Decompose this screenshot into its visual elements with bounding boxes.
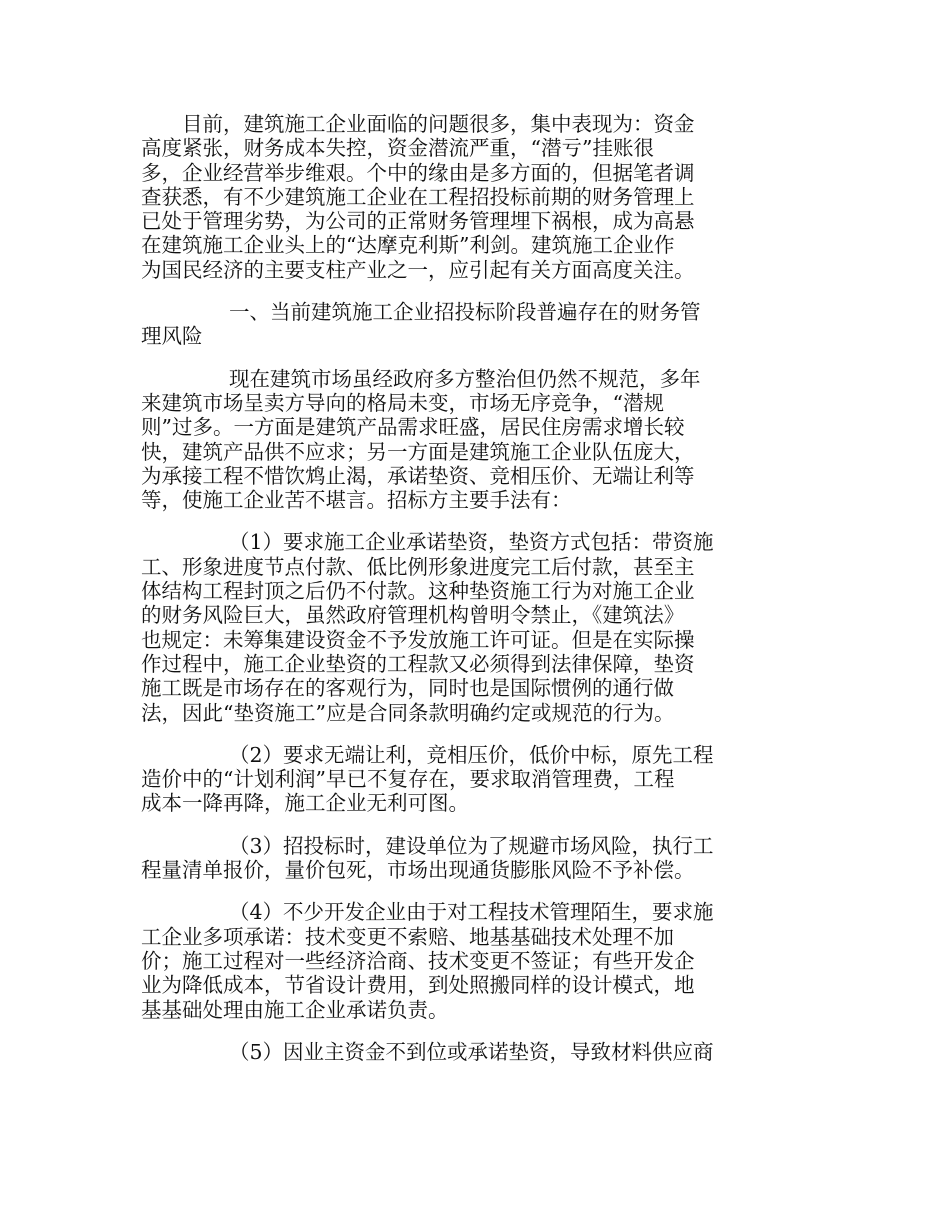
text-line: 已处于管理劣势，为公司的正常财务管理埋下祸根，成为高悬 bbox=[141, 209, 695, 234]
text-line: （1）要求施工企业承诺垫资，垫资方式包括：带资施 bbox=[229, 530, 714, 555]
text-line: 法，因此“垫资施工”应是合同条款明确约定或规范的行为。 bbox=[141, 700, 675, 725]
text-line: 造价中的“计划利润”早已不复存在，要求取消管理费，工程 bbox=[141, 767, 675, 792]
paragraph-item-1 bbox=[141, 530, 741, 724]
text-line: 业为降低成本，节省设计费用，到处照搬同样的设计模式，地 bbox=[141, 973, 695, 998]
text-line: 理风险 bbox=[141, 324, 203, 349]
text-line: 一、当前建筑施工企业招投标阶段普遍存在的财务管 bbox=[229, 300, 701, 325]
text-line: 的财务风险巨大，虽然政府管理机构曾明令禁止，《建筑法》 bbox=[141, 603, 685, 628]
text-line: 现在建筑市场虽经政府多方整治但仍然不规范，多年 bbox=[229, 366, 701, 391]
text-line: 程量清单报价，量价包死，市场出现通货膨胀风险不予补偿。 bbox=[141, 858, 695, 883]
text-line: 来建筑市场呈卖方导向的格局未变，市场无序竞争，“潜规 bbox=[141, 390, 664, 415]
text-line: 基基础处理由施工企业承诺负责。 bbox=[141, 997, 449, 1022]
text-line: 快，建筑产品供不应求；另一方面是建筑施工企业队伍庞大， bbox=[141, 439, 695, 464]
text-line: 高度紧张，财务成本失控，资金潜流严重，“潜亏”挂账很 bbox=[141, 136, 654, 161]
paragraph-item-5 bbox=[141, 1040, 741, 1064]
text-line: 工企业多项承诺：技术变更不索赔、地基基础技术处理不加 bbox=[141, 924, 674, 949]
paragraph-market bbox=[141, 367, 741, 513]
text-line: （5）因业主资金不到位或承诺垫资，导致材料供应商 bbox=[229, 1039, 714, 1064]
text-line: 目前，建筑施工企业面临的问题很多，集中表现为：资金 bbox=[182, 112, 695, 136]
text-line: 则”过多。一方面是建筑产品需求旺盛，居民住房需求增长较 bbox=[141, 415, 685, 440]
document-body bbox=[141, 112, 741, 1082]
text-line: 工、形象进度节点付款、低比例形象进度完工后付款，甚至主 bbox=[141, 554, 695, 579]
text-line: 作过程中，施工企业垫资的工程款又必须得到法律保障，垫资 bbox=[141, 651, 695, 676]
text-line: 在建筑施工企业头上的“达摩克利斯”利剑。建筑施工企业作 bbox=[141, 233, 675, 258]
text-line: 价；施工过程对一些经济洽商、技术变更不签证；有些开发企 bbox=[141, 948, 695, 973]
paragraph-item-3 bbox=[141, 834, 741, 883]
text-line: 也规定：未筹集建设资金不予发放施工许可证。但是在实际操 bbox=[141, 627, 695, 652]
text-line: （3）招投标时，建设单位为了规避市场风险，执行工 bbox=[229, 833, 714, 858]
text-line: 体结构工程封顶之后仍不付款。这种垫资施工行为对施工企业 bbox=[141, 579, 695, 604]
text-line: 多，企业经营举步维艰。个中的缘由是多方面的，但据笔者调 bbox=[141, 160, 695, 185]
text-line: 等，使施工企业苦不堪言。招标方主要手法有： bbox=[141, 488, 572, 513]
text-line: 查获悉，有不少建筑施工企业在工程招投标前期的财务管理上 bbox=[141, 184, 695, 209]
text-line: （4）不少开发企业由于对工程技术管理陌生，要求施 bbox=[229, 900, 714, 925]
paragraph-item-4 bbox=[141, 900, 741, 1021]
text-line: （2）要求无端让利，竞相压价，低价中标，原先工程 bbox=[229, 742, 714, 767]
text-line: 成本一降再降，施工企业无利可图。 bbox=[141, 791, 469, 816]
paragraph-item-2 bbox=[141, 743, 741, 816]
text-line: 为承接工程不惜饮鸩止渴，承诺垫资、竞相压价、无端让利等 bbox=[141, 463, 695, 488]
text-line: 施工既是市场存在的客观行为，同时也是国际惯例的通行做 bbox=[141, 676, 674, 701]
section-heading bbox=[141, 300, 741, 349]
text-line: 为国民经济的主要支柱产业之一，应引起有关方面高度关注。 bbox=[141, 257, 695, 282]
paragraph-intro bbox=[141, 112, 741, 282]
